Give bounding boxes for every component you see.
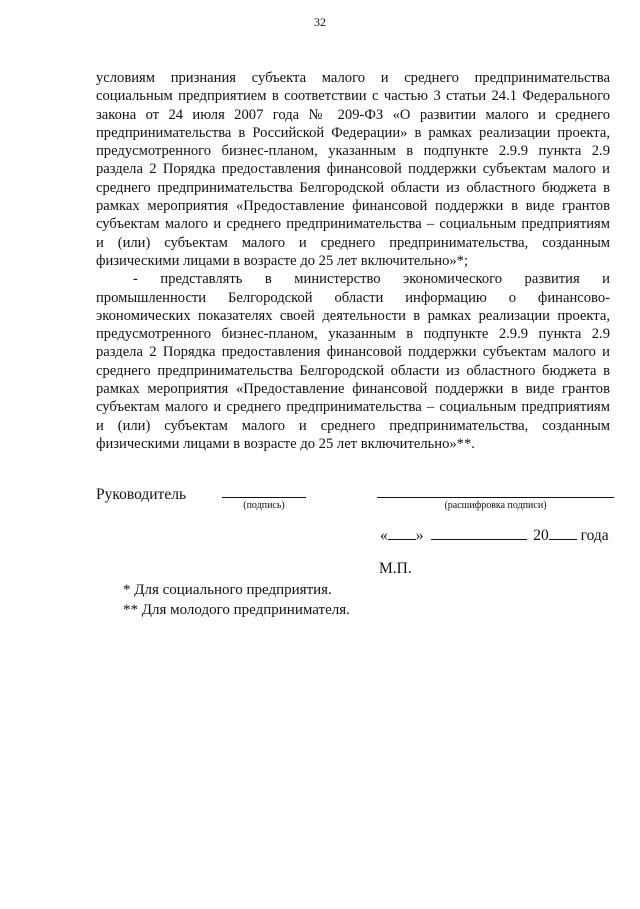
date-open-quote: «	[380, 527, 388, 544]
stamp-place-label: М.П.	[379, 560, 412, 577]
footnotes	[123, 581, 350, 620]
day-blank	[388, 524, 416, 540]
year-blank	[549, 524, 577, 540]
signature-line	[222, 497, 306, 498]
paragraph-social-enterprise-condition: условиям признания субъекта малого и среднего предпринимательства социальным предприятием в соответствии с частью 3 статьи 24.1 Федерального закона от 24 июля 2007 года № 209-ФЗ «О развитии малого и среднего предпринимательства в Российской Федерации» в рамках реализации проекта, предусмотренного бизнес-планом, указанным в подпункте 2.9.9 пункта 2.9 раздела 2 Порядка предоставления финансовой поддержки субъектам малого и среднего предпринимательства Белгородской области из областного бюджета в рамках мероприятия «Предоставление финансовой поддержки в виде грантов субъектам малого и среднего предпринимательства – социальным предприятиям и (или) субъектам малого и среднего предпринимательства, созданным физическими лицами в возрасте до 25 лет включительно»*;	[96, 70, 610, 269]
paragraph-reporting-obligation: - представлять в министерство экономического развития и промышленности Белгородской области информацию о финансово-экономических показателях своей деятельности в рамках реализации проекта, предусмотренного бизнес-планом, указанным в подпункте 2.9.9 пункта 2.9 раздела 2 Порядка предоставления финансовой поддержки субъектам малого и среднего предпринимательства Белгородской области из областного бюджета в рамках мероприятия «Предоставление финансовой поддержки в виде грантов субъектам малого и среднего предпринимательства – социальным предприятиям и (или) субъектам малого и среднего предпринимательства, созданным физическими лицами в возрасте до 25 лет включительно»**.	[96, 271, 610, 452]
month-blank	[431, 524, 527, 540]
date-close-quote: »	[415, 527, 424, 544]
footnote-young-entrepreneur: ** Для молодого предпринимателя.	[123, 601, 350, 618]
year-word: года	[580, 527, 609, 544]
name-transcript-caption: (расшифровка подписи)	[444, 500, 547, 511]
year-century: 20	[533, 527, 549, 544]
signer-role-label: Руководитель	[96, 486, 187, 503]
date-line	[380, 524, 609, 545]
footnote-social-enterprise: * Для социального предприятия.	[123, 582, 332, 598]
name-transcript-line	[377, 497, 614, 498]
signature-caption: (подпись)	[243, 500, 285, 511]
document-body	[96, 69, 610, 453]
page-number: 32	[314, 15, 326, 29]
